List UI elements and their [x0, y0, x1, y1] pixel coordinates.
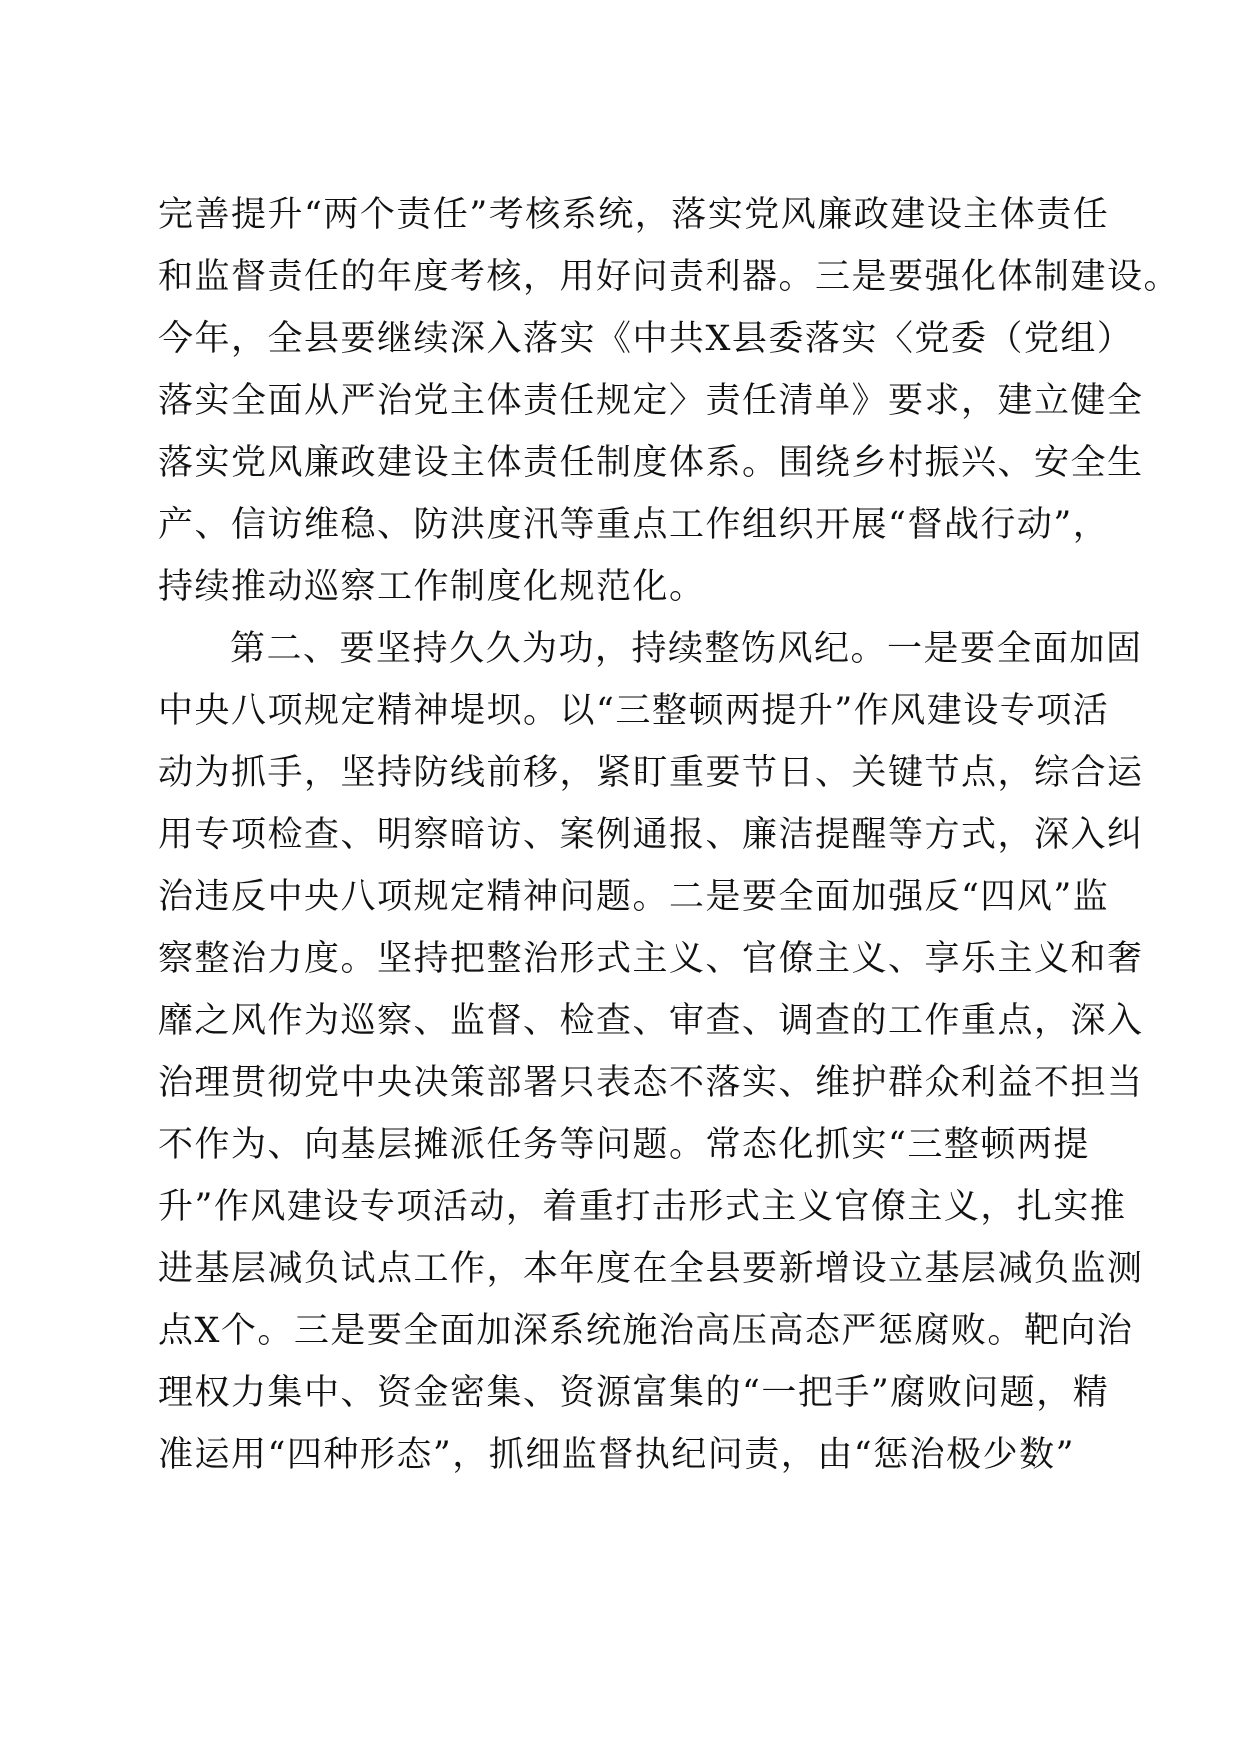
text-line: 察整治力度。坚持把整治形式主义、官僚主义、享乐主义和奢 — [158, 939, 1144, 979]
text-line: 点X个。三是要全面加深系统施治高压高态严惩腐败。靶向治 — [158, 1311, 1134, 1351]
paragraph-start-line: 第二、要坚持久久为功，持续整饬风纪。一是要全面加固 — [230, 629, 1143, 669]
text-line: 落实全面从严治党主体责任规定〉责任清单》要求，建立健全 — [158, 381, 1144, 421]
text-line: 治理贯彻党中央决策部署只表态不落实、维护群众利益不担当 — [158, 1063, 1144, 1103]
text-line: 动为抓手，坚持防线前移，紧盯重要节日、关键节点，综合运 — [158, 753, 1144, 793]
text-line: 完善提升“两个责任”考核系统，落实党风廉政建设主体责任 — [158, 195, 1110, 235]
text-line: 中央八项规定精神堤坝。以“三整顿两提升”作风建设专项活 — [158, 691, 1110, 731]
text-line: 用专项检查、明察暗访、案例通报、廉洁提醒等方式，深入纠 — [158, 815, 1144, 855]
text-line: 理权力集中、资金密集、资源富集的“一把手”腐败问题，精 — [158, 1373, 1110, 1413]
text-line: 准运用“四种形态”，抓细监督执纪问责，由“惩治极少数” — [158, 1435, 1076, 1475]
text-line: 持续推动巡察工作制度化规范化。 — [158, 567, 706, 607]
text-line: 和监督责任的年度考核，用好问责利器。三是要强化体制建设。 — [158, 257, 1181, 297]
text-line: 今年，全县要继续深入落实《中共X县委落实〈党委（党组） — [158, 319, 1134, 359]
text-line: 治违反中央八项规定精神问题。二是要全面加强反“四风”监 — [158, 877, 1110, 917]
text-line: 进基层减负试点工作，本年度在全县要新增设立基层减负监测 — [158, 1249, 1144, 1289]
text-line: 靡之风作为巡察、监督、检查、审查、调查的工作重点，深入 — [158, 1001, 1144, 1041]
text-line: 产、信访维稳、防洪度汛等重点工作组织开展“督战行动”， — [158, 505, 1110, 545]
text-line: 落实党风廉政建设主体责任制度体系。围绕乡村振兴、安全生 — [158, 443, 1144, 483]
text-line: 不作为、向基层摊派任务等问题。常态化抓实“三整顿两提 — [158, 1125, 1090, 1165]
text-line: 升”作风建设专项活动，着重打击形式主义官僚主义，扎实推 — [158, 1187, 1127, 1227]
